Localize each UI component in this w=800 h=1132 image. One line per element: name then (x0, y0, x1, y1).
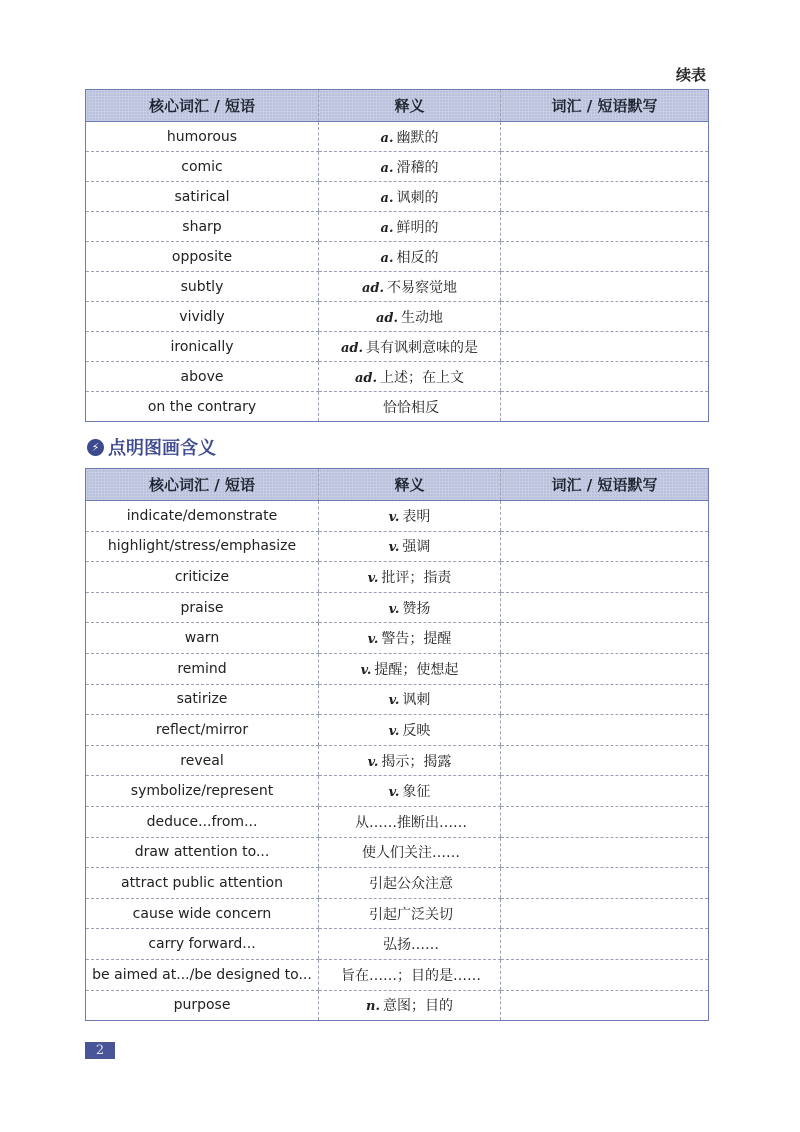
section-heading (87, 434, 216, 460)
header-dictation: 词汇 / 短语默写 (501, 469, 709, 501)
meaning-text: 批评；指责 (381, 569, 452, 586)
header-meaning: 释义 (319, 90, 501, 122)
term-cell: satirize (86, 684, 319, 715)
part-of-speech: a. (380, 130, 394, 146)
meaning-text: 表明 (402, 508, 431, 525)
table-row (86, 152, 709, 182)
term-cell: indicate/demonstrate (86, 501, 319, 532)
meaning-text: 幽默的 (396, 129, 439, 146)
term-cell: warn (86, 623, 319, 654)
meaning-cell (319, 302, 501, 332)
dictation-cell[interactable] (501, 990, 709, 1021)
dictation-cell[interactable] (501, 302, 709, 332)
dictation-cell[interactable] (501, 653, 709, 684)
table-row (86, 745, 709, 776)
table-header-row (86, 90, 709, 122)
term-cell: cause wide concern (86, 898, 319, 929)
term-cell: praise (86, 592, 319, 623)
term-cell: opposite (86, 242, 319, 272)
table-row (86, 990, 709, 1021)
term-cell: humorous (86, 122, 319, 152)
dictation-cell[interactable] (501, 898, 709, 929)
table-row (86, 242, 709, 272)
meaning-text: 使人们关注…… (362, 845, 460, 862)
meaning-cell (319, 501, 501, 532)
meaning-cell (319, 332, 501, 362)
dictation-cell[interactable] (501, 152, 709, 182)
meaning-text: 从……推断出…… (355, 814, 467, 831)
meaning-cell (319, 745, 501, 776)
meaning-text: 弘扬…… (383, 937, 439, 954)
part-of-speech: ad. (354, 370, 378, 386)
table-row (86, 898, 709, 929)
continued-table-label: 续表 (676, 66, 707, 84)
meaning-text: 上述；在上文 (380, 369, 465, 386)
meaning-text: 提醒；使想起 (374, 661, 459, 678)
table-row (86, 272, 709, 302)
part-of-speech: a. (380, 190, 394, 206)
dictation-cell[interactable] (501, 592, 709, 623)
lightning-bolt-icon: ⚡ (87, 439, 104, 456)
meaning-text: 引起广泛关切 (369, 906, 453, 923)
table-row (86, 806, 709, 837)
term-cell: remind (86, 653, 319, 684)
section-title: 点明图画含义 (108, 438, 216, 459)
part-of-speech: n. (366, 999, 380, 1015)
meaning-text: 揭示；揭露 (381, 753, 452, 770)
meaning-cell (319, 990, 501, 1021)
meaning-cell (319, 272, 501, 302)
meaning-text: 警告；提醒 (381, 631, 452, 648)
dictation-cell[interactable] (501, 272, 709, 302)
meaning-cell (319, 623, 501, 654)
meaning-text: 象征 (402, 784, 431, 801)
dictation-cell[interactable] (501, 531, 709, 562)
term-cell: reflect/mirror (86, 715, 319, 746)
meaning-cell (319, 959, 501, 990)
meaning-cell (319, 562, 501, 593)
part-of-speech: v. (360, 662, 372, 678)
term-cell: draw attention to... (86, 837, 319, 868)
dictation-cell[interactable] (501, 501, 709, 532)
table-row (86, 392, 709, 422)
table-row (86, 302, 709, 332)
dictation-cell[interactable] (501, 122, 709, 152)
meaning-text: 恰恰相反 (383, 399, 439, 416)
dictation-cell[interactable] (501, 929, 709, 960)
table-row (86, 122, 709, 152)
vocab-table-2 (85, 468, 709, 1021)
meaning-cell (319, 776, 501, 807)
meaning-text: 鲜明的 (396, 219, 439, 236)
term-cell: vividly (86, 302, 319, 332)
meaning-cell (319, 122, 501, 152)
header-core-words: 核心词汇 / 短语 (86, 90, 319, 122)
meaning-cell (319, 898, 501, 929)
dictation-cell[interactable] (501, 562, 709, 593)
term-cell: comic (86, 152, 319, 182)
meaning-text: 滑稽的 (396, 159, 439, 176)
term-cell: satirical (86, 182, 319, 212)
part-of-speech: v. (388, 785, 400, 801)
meaning-text: 讽刺 (402, 692, 431, 709)
meaning-cell (319, 592, 501, 623)
dictation-cell[interactable] (501, 837, 709, 868)
term-cell: subtly (86, 272, 319, 302)
meaning-text: 强调 (402, 539, 431, 556)
term-cell: above (86, 362, 319, 392)
dictation-cell[interactable] (501, 182, 709, 212)
meaning-cell (319, 684, 501, 715)
part-of-speech: a. (380, 250, 394, 266)
term-cell: on the contrary (147, 398, 257, 415)
term-cell: highlight/stress/emphasize (86, 531, 319, 562)
part-of-speech: a. (380, 220, 394, 236)
meaning-cell (319, 531, 501, 562)
meaning-cell (319, 392, 501, 422)
table-row (86, 868, 709, 899)
dictation-cell[interactable] (501, 392, 709, 422)
header-core-words: 核心词汇 / 短语 (86, 469, 319, 501)
term-cell: purpose (173, 997, 231, 1014)
dictation-cell[interactable] (501, 242, 709, 272)
meaning-cell (319, 242, 501, 272)
term-cell: sharp (86, 212, 319, 242)
meaning-cell (319, 929, 501, 960)
table-row (86, 929, 709, 960)
table-row (86, 501, 709, 532)
page-number: 2 (85, 1042, 115, 1059)
dictation-cell[interactable] (501, 776, 709, 807)
dictation-cell[interactable] (501, 623, 709, 654)
part-of-speech: ad. (375, 310, 399, 326)
part-of-speech: v. (367, 754, 379, 770)
table-row (86, 332, 709, 362)
term-cell: attract public attention (86, 868, 319, 899)
meaning-text: 赞扬 (402, 600, 431, 617)
dictation-cell[interactable] (501, 959, 709, 990)
table-row (86, 715, 709, 746)
meaning-cell (319, 806, 501, 837)
meaning-cell (319, 715, 501, 746)
meaning-text: 引起公众注意 (369, 875, 453, 892)
term-cell: deduce...from... (86, 806, 319, 837)
table-row (86, 182, 709, 212)
meaning-text: 反映 (402, 722, 431, 739)
table-row (86, 959, 709, 990)
meaning-text: 讽刺的 (396, 189, 439, 206)
table-row (86, 212, 709, 242)
table-row (86, 592, 709, 623)
dictation-cell[interactable] (501, 806, 709, 837)
part-of-speech: v. (388, 601, 400, 617)
table-row (86, 562, 709, 593)
meaning-text: 具有讽刺意味的是 (366, 339, 479, 356)
part-of-speech: a. (380, 160, 394, 176)
part-of-speech: v. (367, 570, 379, 586)
dictation-cell[interactable] (501, 332, 709, 362)
part-of-speech: v. (388, 540, 400, 556)
part-of-speech: v. (388, 693, 400, 709)
term-cell: symbolize/represent (86, 776, 319, 807)
part-of-speech: v. (388, 509, 400, 525)
meaning-cell (319, 837, 501, 868)
table-row (86, 653, 709, 684)
header-meaning: 释义 (319, 469, 501, 501)
term-cell: reveal (86, 745, 319, 776)
dictation-cell[interactable] (501, 868, 709, 899)
table-row (86, 776, 709, 807)
dictation-cell[interactable] (501, 745, 709, 776)
dictation-cell[interactable] (501, 362, 709, 392)
meaning-text: 相反的 (396, 249, 439, 266)
header-dictation: 词汇 / 短语默写 (501, 90, 709, 122)
table-header-row (86, 469, 709, 501)
table-row (86, 362, 709, 392)
meaning-cell (319, 362, 501, 392)
meaning-cell (319, 653, 501, 684)
part-of-speech: v. (367, 632, 379, 648)
meaning-cell (319, 868, 501, 899)
meaning-text: 不易察觉地 (387, 279, 458, 296)
table-row (86, 684, 709, 715)
part-of-speech: ad. (361, 280, 385, 296)
meaning-cell (319, 152, 501, 182)
term-cell: criticize (86, 562, 319, 593)
table-row (86, 837, 709, 868)
dictation-cell[interactable] (501, 715, 709, 746)
term-cell: ironically (86, 332, 319, 362)
meaning-text: 生动地 (401, 309, 444, 326)
dictation-cell[interactable] (501, 212, 709, 242)
vocab-table-1 (85, 89, 709, 422)
part-of-speech: v. (388, 723, 400, 739)
part-of-speech: ad. (340, 340, 364, 356)
term-cell: be aimed at.../be designed to... (86, 959, 319, 990)
meaning-cell (319, 212, 501, 242)
table-row (86, 623, 709, 654)
meaning-text: 旨在……；目的是…… (341, 967, 481, 984)
table-row (86, 531, 709, 562)
term-cell: carry forward... (86, 929, 319, 960)
meaning-text: 意图；目的 (382, 998, 453, 1015)
meaning-cell (319, 182, 501, 212)
dictation-cell[interactable] (501, 684, 709, 715)
